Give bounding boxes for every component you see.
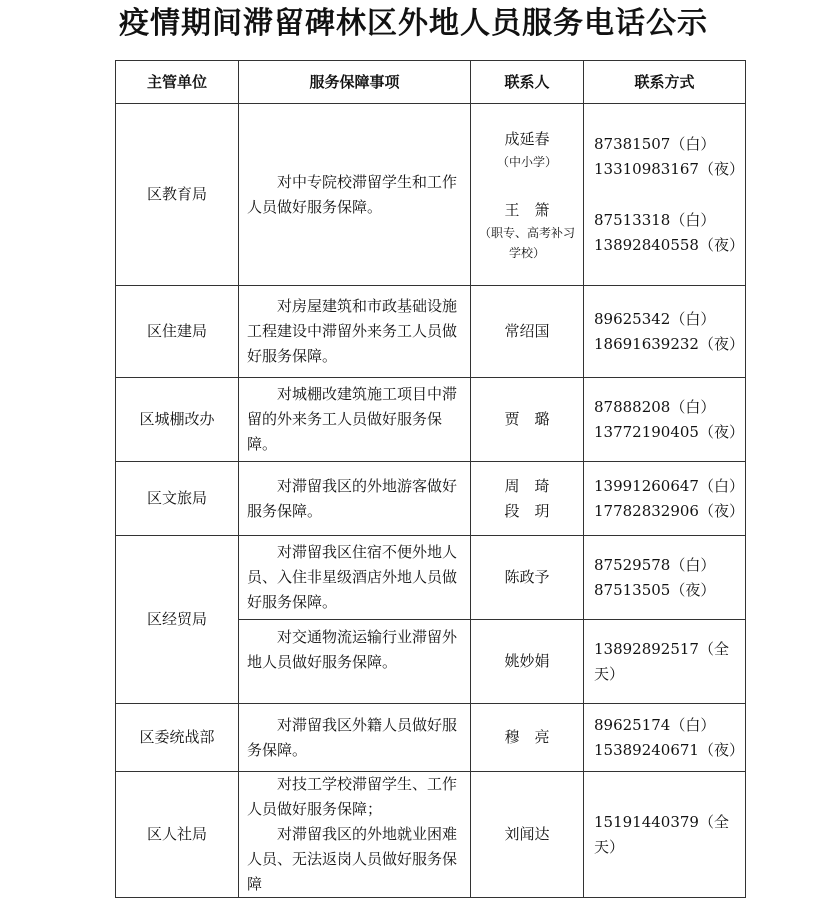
contact-name: 周 琦 xyxy=(504,476,550,495)
matter-text: 对城棚改建筑施工项目中滞留的外来务工人员做好服务保障。 xyxy=(247,385,458,453)
unit-cell: 区经贸局 xyxy=(116,536,239,704)
table-row xyxy=(116,378,746,462)
phone-cell xyxy=(584,704,746,772)
table-row xyxy=(116,536,746,620)
contact-name: 段 玥 xyxy=(504,501,550,520)
unit-cell: 区人社局 xyxy=(116,772,239,898)
table-header-row xyxy=(116,61,746,104)
contact-cell xyxy=(471,462,584,536)
matter-cell xyxy=(239,536,471,620)
phone-number: 13772190405（夜） xyxy=(594,422,744,441)
matter-cell xyxy=(239,772,471,898)
phone-number: 89625174（白） xyxy=(594,715,716,734)
matter-cell xyxy=(239,620,471,704)
contact-note: （中小学） xyxy=(496,154,557,169)
table-row xyxy=(116,104,746,286)
phone-number: 87513318（白） xyxy=(594,210,716,229)
header-phone: 联系方式 xyxy=(584,61,746,104)
matter-cell xyxy=(239,286,471,378)
phone-cell xyxy=(584,536,746,620)
matter-cell xyxy=(239,704,471,772)
header-matter: 服务保障事项 xyxy=(239,61,471,104)
contact-cell xyxy=(471,104,584,286)
matter-cell xyxy=(239,104,471,286)
contact-name: 成延春 xyxy=(504,129,550,148)
contact-name: 贾 璐 xyxy=(471,378,584,462)
table-row xyxy=(116,772,746,898)
page-title: 疫情期间滞留碑林区外地人员服务电话公示 xyxy=(119,6,708,41)
header-unit: 主管单位 xyxy=(116,61,239,104)
phone-number: 87888208（白） xyxy=(594,397,716,416)
matter-cell xyxy=(239,462,471,536)
table-row xyxy=(116,462,746,536)
matter-text: 对滞留我区外籍人员做好服务保障。 xyxy=(247,715,458,759)
phone-cell xyxy=(584,378,746,462)
phone-number: 13310983167（夜） xyxy=(594,159,744,178)
phone-number: 18691639232（夜） xyxy=(594,334,744,353)
contact-name: 常绍国 xyxy=(471,286,584,378)
header-contact: 联系人 xyxy=(471,61,584,104)
phone-number: 15191440379（全天） xyxy=(584,772,746,898)
contact-name: 王 箫 xyxy=(504,200,550,219)
contact-name: 陈政予 xyxy=(471,536,584,620)
unit-cell: 区委统战部 xyxy=(116,704,239,772)
matter-text: 对交通物流运输行业滞留外地人员做好服务保障。 xyxy=(247,628,458,671)
phone-number: 13892840558（夜） xyxy=(594,235,744,254)
unit-cell: 区城棚改办 xyxy=(116,378,239,462)
matter-cell xyxy=(239,378,471,462)
service-phone-table xyxy=(115,60,746,898)
matter-text: 对房屋建筑和市政基础设施工程建设中滞留外来务工人员做好服务保障。 xyxy=(247,297,458,365)
phone-number: 87529578（白） xyxy=(594,555,716,574)
phone-number: 17782832906（夜） xyxy=(594,501,744,520)
table-row xyxy=(116,704,746,772)
contact-name: 刘闻达 xyxy=(471,772,584,898)
phone-number: 13991260647（白） xyxy=(594,476,744,495)
matter-text: 对滞留我区住宿不便外地人员、入住非星级酒店外地人员做好服务保障。 xyxy=(247,543,458,611)
matter-text: 对技工学校滞留学生、工作人员做好服务保障； xyxy=(247,775,458,818)
phone-number: 87381507（白） xyxy=(594,134,716,153)
phone-cell xyxy=(584,462,746,536)
phone-cell xyxy=(584,104,746,286)
matter-text: 对滞留我区的外地就业困难人员、无法返岗人员做好服务保障 xyxy=(247,825,458,893)
phone-number: 15389240671（夜） xyxy=(594,740,744,759)
phone-number: 87513505（夜） xyxy=(594,580,716,599)
contact-note: （职专、高考补习学校） xyxy=(478,225,575,260)
unit-cell: 区文旅局 xyxy=(116,462,239,536)
phone-number: 13892892517（全天） xyxy=(584,620,746,704)
matter-text: 对中专院校滞留学生和工作人员做好服务保障。 xyxy=(247,172,458,216)
table-row xyxy=(116,286,746,378)
phone-cell xyxy=(584,286,746,378)
contact-name: 穆 亮 xyxy=(471,704,584,772)
phone-number: 89625342（白） xyxy=(594,309,716,328)
unit-cell: 区教育局 xyxy=(116,104,239,286)
unit-cell: 区住建局 xyxy=(116,286,239,378)
contact-name: 姚妙娟 xyxy=(471,620,584,704)
matter-text: 对滞留我区的外地游客做好服务保障。 xyxy=(247,476,458,520)
